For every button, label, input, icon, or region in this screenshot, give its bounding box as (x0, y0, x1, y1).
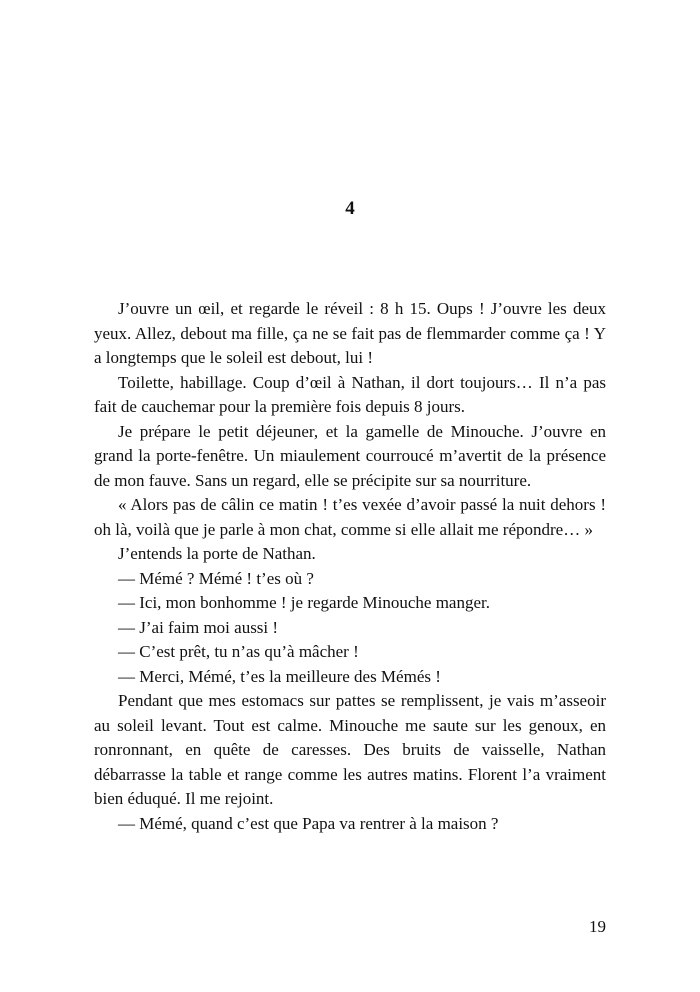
dialogue-line: — Merci, Mémé, t’es la meilleure des Mémés ! (118, 666, 441, 686)
paragraph: « Alors pas de câlin ce matin ! t’es vexée d’avoir passé la nuit dehors ! oh là, voilà que je parle à mon chat, comme si elle allait me répondre… » (94, 495, 606, 539)
dialogue-line: — Ici, mon bonhomme ! je regarde Minouche manger. (118, 593, 490, 612)
dialogue-line: — Mémé, quand c’est que Papa va rentrer à la maison ? (118, 813, 499, 833)
paragraph: J’entends la porte de Nathan. (118, 544, 316, 563)
dialogue-line: — J’ai faim moi aussi ! (118, 617, 279, 637)
paragraph: Je prépare le petit déjeuner, et la gamelle de Minouche. J’ouvre en grand la porte-fenêtre. Un miaulement courroucé m’avertit de la présence de mon fauve. Sans un regard, elle se précipite sur sa nourriture. (94, 421, 606, 490)
paragraph: J’ouvre un œil, et regarde le réveil : 8 h 15. Oups ! J’ouvre les deux yeux. Allez, debout ma fille, ça ne se fait pas de flemmarder comme ça ! Y a longtemps que le soleil est debout, lui ! (94, 299, 606, 367)
paragraph: Toilette, habillage. Coup d’œil à Nathan, il dort toujours… Il n’a pas fait de cauchemar pour la première fois depuis 8 jours. (94, 372, 606, 416)
chapter-number: 4 (345, 198, 355, 219)
page-number: 19 (589, 917, 606, 936)
body-text (94, 297, 606, 836)
dialogue-line: — Mémé ? Mémé ! t’es où ? (118, 568, 314, 588)
dialogue-line: — C’est prêt, tu n’as qu’à mâcher ! (118, 642, 359, 661)
paragraph: Pendant que mes estomacs sur pattes se remplissent, je vais m’asseoir au soleil levant. Tout est calme. Minouche me saute sur les genoux, en ronronnant, en quête de caresses. Des bruits de vaisselle, Nathan débarrasse la table et range comme les autres matins. Florent l’a vraiment bien éduqué. Il me rejoint. (94, 691, 606, 808)
